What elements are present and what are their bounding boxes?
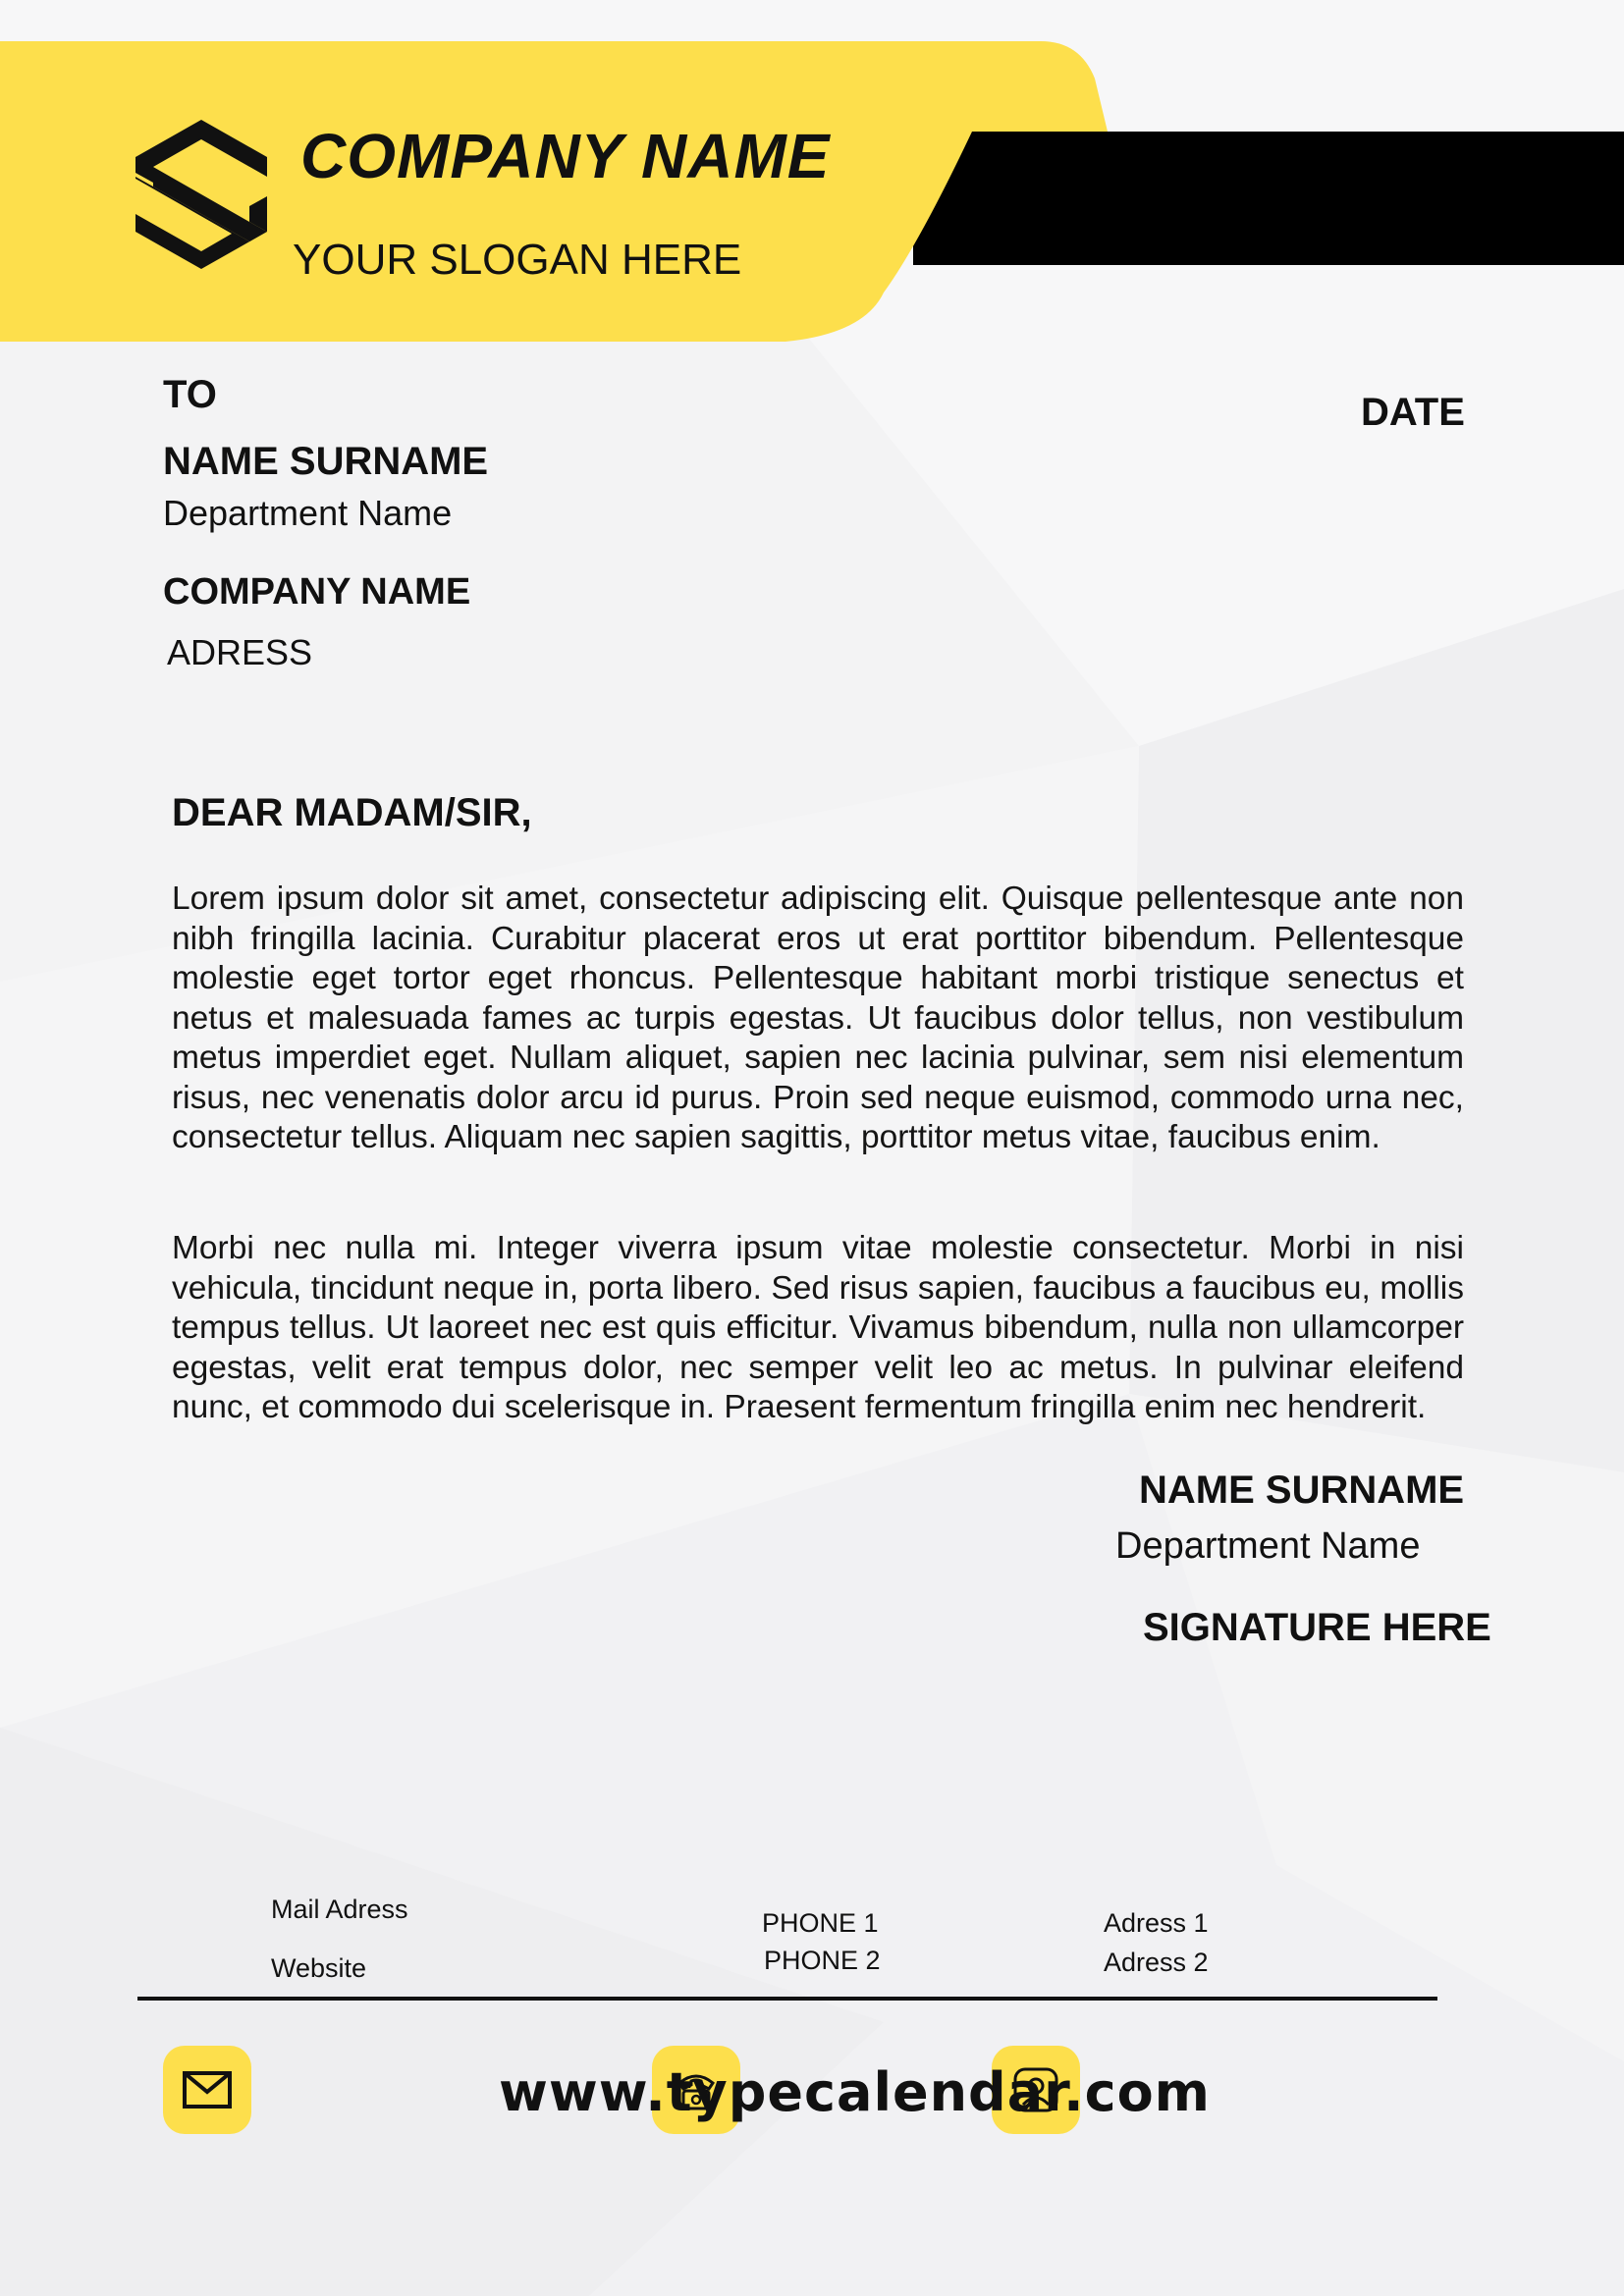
mail-icon-badge bbox=[163, 2046, 251, 2134]
footer-mail: Mail Adress bbox=[271, 1895, 408, 1924]
mail-icon bbox=[182, 2070, 233, 2109]
salutation: DEAR MADAM/SIR, bbox=[172, 791, 532, 834]
body-paragraph: Morbi nec nulla mi. Integer viverra ipsum vitae molestie consectetur. Morbi in nisi vehicula, tincidunt neque in, porta libero. Sed risus sapien, faucibus a faucibus eu, mollis tempus tellus. Ut laoreet nec est quis efficitur. Vivamus bibendum, nulla non ullamcorper egestas, velit erat tempus dolor, nec semper velit leo ac metus. In pulvinar eleifend nunc, et commodo dui scelerisque in. Praesent fermentum fringilla enim nec hendrerit. bbox=[172, 1230, 1464, 1425]
footer-divider bbox=[137, 1997, 1437, 2001]
to-label: TO bbox=[163, 373, 217, 416]
recipient-company: COMPANY NAME bbox=[163, 571, 471, 613]
signature-label: SIGNATURE HERE bbox=[1143, 1606, 1491, 1649]
header-black-bar bbox=[913, 132, 1624, 265]
website-url[interactable]: www.typecalendar.com bbox=[499, 2061, 1211, 2123]
slogan: YOUR SLOGAN HERE bbox=[293, 236, 742, 284]
body-paragraph: Lorem ipsum dolor sit amet, consectetur adipiscing elit. Quisque pellentesque ante non nibh fringilla lacinia. Curabitur placerat eros ut erat porttitor bibendum. Pellentesque molestie eget tortor eget rhoncus. Pellentesque habitant morbi tristique senectus et netus et malesuada fames ac turpis egestas. Ut faucibus dolor tellus, non vestibulum metus imperdiet eget. Nullam aliquet, sapien nec lacinia pulvinar, sem nisi elementum risus, nec venenatis dolor arcu id purus. Proin sed neque euismod, commodo urna nec, consectetur tellus. Aliquam nec sapien sagittis, porttitor metus vitae, faucibus enim. bbox=[172, 881, 1464, 1155]
s-hexagon-logo-icon bbox=[135, 120, 267, 269]
footer-phone-2: PHONE 2 bbox=[764, 1946, 881, 1975]
recipient-department: Department Name bbox=[163, 493, 453, 533]
footer-phone-1: PHONE 1 bbox=[762, 1908, 879, 1938]
signature-name: NAME SURNAME bbox=[1139, 1468, 1465, 1512]
recipient-name: NAME SURNAME bbox=[163, 440, 489, 483]
company-name: COMPANY NAME bbox=[300, 121, 831, 191]
footer-address-2: Adress 2 bbox=[1104, 1948, 1209, 1977]
recipient-address: ADRESS bbox=[167, 632, 313, 672]
signature-department: Department Name bbox=[1115, 1525, 1421, 1567]
date-label: DATE bbox=[1361, 391, 1465, 434]
footer-address-1: Adress 1 bbox=[1104, 1908, 1209, 1938]
footer-website: Website bbox=[271, 1953, 367, 1983]
